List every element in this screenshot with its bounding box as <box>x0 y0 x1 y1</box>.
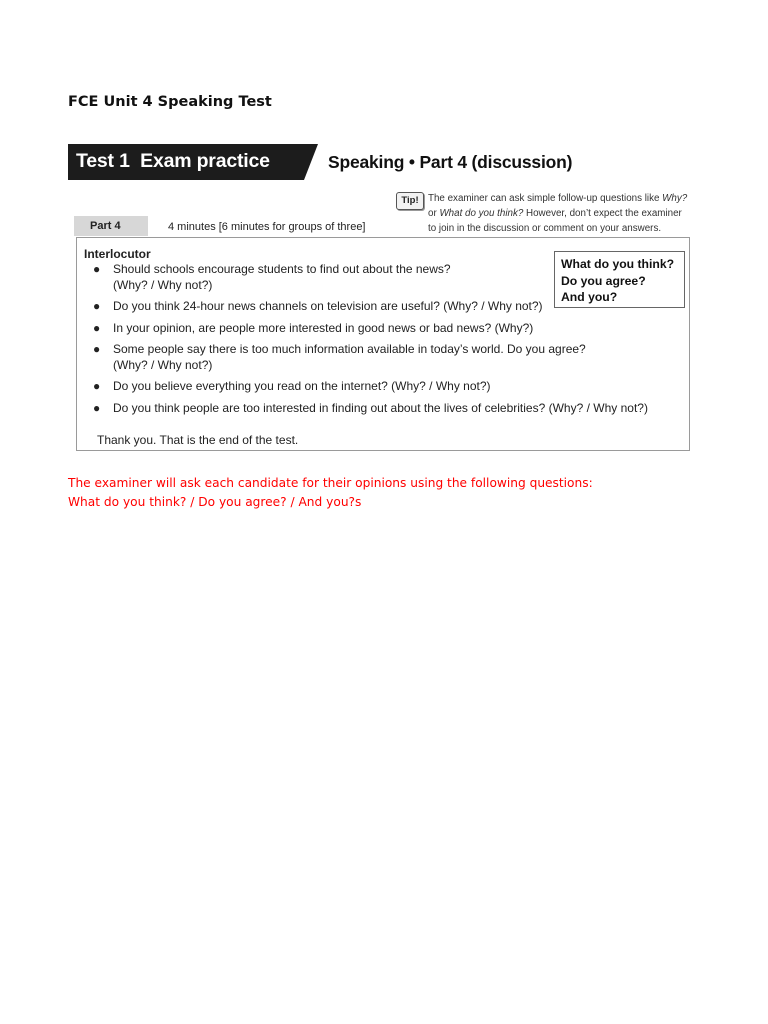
followup-box <box>554 251 685 308</box>
page-title: FCE Unit 4 Speaking Test <box>68 94 272 110</box>
followup-line: And you? <box>561 290 618 304</box>
closing-line: Thank you. That is the end of the test. <box>97 433 299 447</box>
part-tab: Part 4 <box>74 216 148 236</box>
tip-badge: Tip! <box>396 192 424 210</box>
list-item: ● Do you think 24-hour news channels on television are useful? (Why? / Why not?) <box>93 299 543 313</box>
bullet-icon: ● <box>93 342 101 356</box>
tip-line: to join in the discussion or comment on your answers. <box>428 223 662 234</box>
exam-scan <box>68 140 692 458</box>
note-line: The examiner will ask each candidate for their opinions using the following questions: <box>68 476 593 490</box>
tip-line: or What do you think? However, don’t expect the examiner <box>428 208 682 219</box>
list-item: ● Should schools encourage students to find out about the news? (Why? / Why not?) <box>93 262 451 292</box>
bullet-icon: ● <box>93 299 101 313</box>
followup-line: Do you agree? <box>561 273 646 288</box>
followup-line: What do you think? <box>561 257 675 271</box>
bullet-icon: ● <box>93 379 101 393</box>
list-item: ● Some people say there is too much information available in today’s world. Do you agree? (Why? / Why not?) <box>93 342 586 372</box>
interlocutor-label: Interlocutor <box>84 247 151 261</box>
banner-subtitle: Speaking • Part 4 (discussion) <box>328 152 573 172</box>
banner-title: Test 1 Exam practice <box>76 150 270 172</box>
tip-text <box>428 191 698 236</box>
bullet-icon: ● <box>93 262 101 276</box>
note-line: What do you think? / Do you agree? / And you?s <box>68 495 362 509</box>
bullet-icon: ● <box>93 400 101 415</box>
part-time: 4 minutes [6 minutes for groups of three] <box>168 221 366 233</box>
tip-line: The examiner can ask simple follow-up questions like Why? <box>428 193 688 204</box>
exam-banner <box>68 144 692 180</box>
examiner-note <box>68 474 688 512</box>
list-item: ● Do you believe everything you read on the internet? (Why? / Why not?) <box>93 379 491 393</box>
list-item: ● In your opinion, are people more interested in good news or bad news? (Why?) <box>93 320 534 335</box>
list-item: ● Do you think people are too interested in finding out about the lives of celebrities? (Why? / Why not?) <box>93 400 648 415</box>
bullet-icon: ● <box>93 320 101 335</box>
